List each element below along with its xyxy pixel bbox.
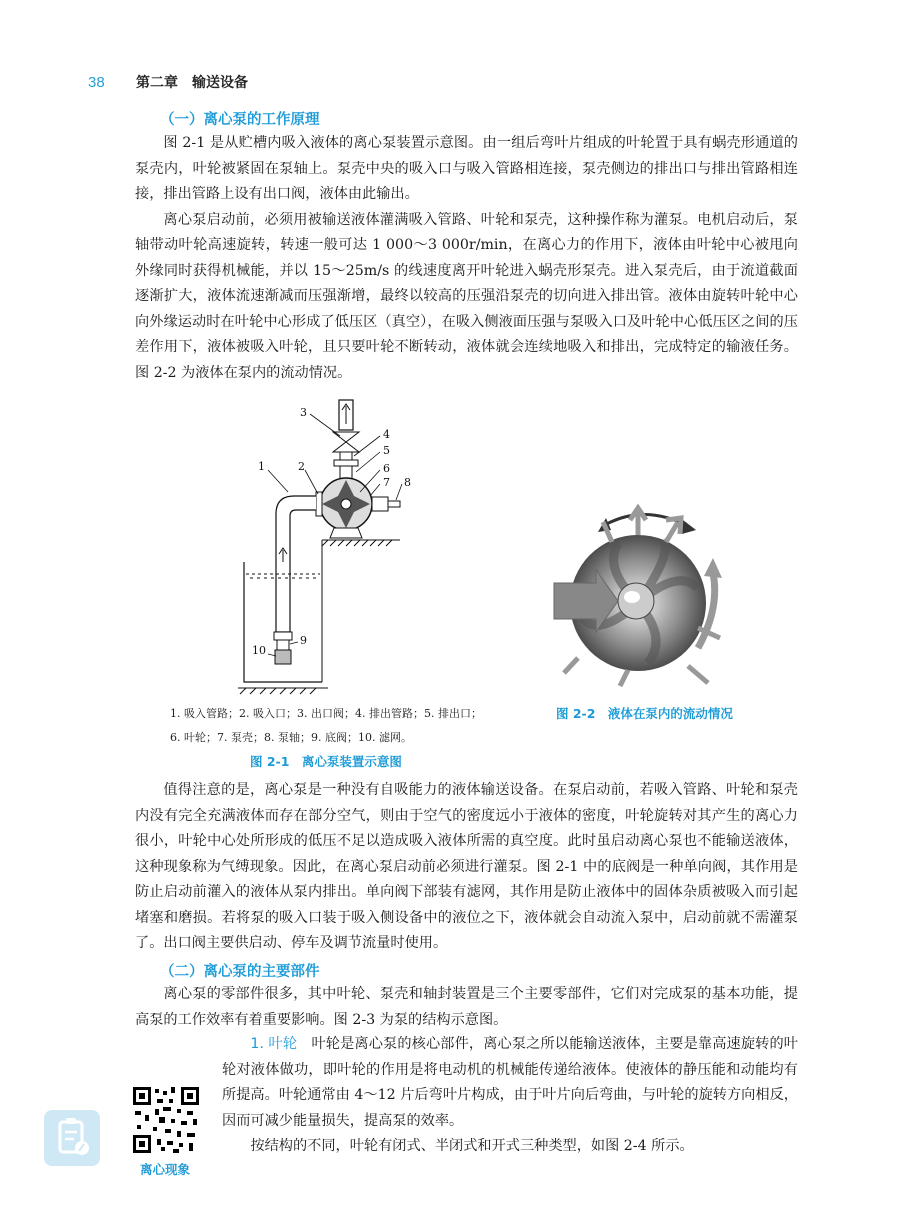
label-2: 2 — [298, 460, 305, 473]
pump-installation-diagram — [230, 392, 430, 704]
section-heading: （一）离心泵的工作原理 — [160, 112, 320, 128]
paragraph: 离心泵启动前，必须用被输送液体灌满吸入管路、叶轮和泵壳，这种操作称为灌泵。电机启动后，泵轴带动叶轮高速旋转，转速一般可达 1 000～3 000r/min，在离心力的作用下，液体由叶轮中心被甩向外缘同时获得机械能，并以 15～25m/s 的线速度离开叶轮进入蜗壳形泵壳。进入泵壳后，由于流道截面逐渐扩大，液体流速渐减而压强渐增，最终以较高的压强沿泵壳的切向进入排出管。液体由旋转叶轮中心向外缘运动时在叶轮中心形成了低压区（真空），在吸入侧液面压强与泵吸入口及叶轮中心低压区之间的压差作用下，液体被吸入叶轮，且只要叶轮不断转动，液体就会连续地吸入和排出，完成特定的输液任务。图 2-2 为液体在泵内的流动情况。 — [135, 211, 798, 381]
chapter-title: 第二章 输送设备 — [136, 75, 248, 91]
section-heading: （二）离心泵的主要部件 — [160, 964, 320, 980]
section1-body — [135, 131, 798, 386]
label-7: 7 — [383, 476, 390, 489]
section1-continuation — [135, 778, 798, 957]
label-4: 4 — [383, 428, 390, 441]
notes-icon — [44, 1110, 100, 1166]
paragraph: 离心泵的零部件很多，其中叶轮、泵壳和轴封装置是三个主要零部件，它们对完成泵的基本功能，提高泵的工作效率有着重要影响。图 2-3 为泵的结构示意图。 — [135, 986, 798, 1028]
section2-intro — [135, 982, 798, 1033]
subsection-text: 叶轮是离心泵的核心部件，离心泵之所以能输送液体，主要是靠高速旋转的叶轮对液体做功，即叶轮的作用是将电动机的机械能传递给液体。使液体的静压能和动能均有所提高。叶轮通常由 4～12 片后弯叶片构成，由于叶片向后弯曲，与叶轮的旋转方向相反，因而可减少能量损失，提高泵的效率。 — [222, 1036, 798, 1129]
figure1-caption: 图 2-1 离心泵装置示意图 — [250, 754, 402, 769]
impeller-flow-illustration — [548, 498, 728, 688]
label-8: 8 — [404, 476, 411, 489]
legend-line: 6. 叶轮；7. 泵壳；8. 泵轴；9. 底阀；10. 滤网。 — [170, 731, 412, 744]
figure2-caption: 图 2-2 液体在泵内的流动情况 — [556, 706, 733, 721]
subsection-label: 1. 叶轮 — [250, 1036, 298, 1052]
label-3: 3 — [300, 406, 307, 419]
qr-caption: 离心现象 — [140, 1162, 191, 1177]
page-number: 38 — [88, 74, 105, 91]
impeller-subsection — [222, 1032, 798, 1160]
paragraph: 图 2-1 是从贮槽内吸入液体的离心泵装置示意图。由一组后弯叶片组成的叶轮置于具有蜗壳形通道的泵壳内，叶轮被紧固在泵轴上。泵壳中央的吸入口与吸入管路相连接，泵壳侧边的排出口与排出管路相连接，排出管路上设有出口阀，液体由此输出。 — [135, 135, 798, 202]
label-10: 10 — [252, 644, 266, 657]
paragraph: 值得注意的是，离心泵是一种没有自吸能力的液体输送设备。在泵启动前，若吸入管路、叶轮和泵壳内没有完全充满液体而存在部分空气，则由于空气的密度远小于液体的密度，叶轮旋转对其产生的离心力很小，叶轮中心处所形成的低压不足以造成吸入液体所需的真空度。此时虽启动离心泵也不能输送液体，这种现象称为气缚现象。因此，在离心泵启动前必须进行灌泵。图 2-1 中的底阀是一种单向阀，其作用是防止启动前灌入的液体从泵内排出。单向阀下部装有滤网，其作用是防止液体中的固体杂质被吸入而引起堵塞和磨损。若将泵的吸入口装于吸入侧设备中的液位之下，液体就会自动流入泵中，启动前就不需灌泵了。出口阀主要供启动、停车及调节流量时使用。 — [135, 782, 798, 951]
label-1: 1 — [258, 460, 265, 473]
label-9: 9 — [300, 634, 307, 647]
figure1-legend — [170, 702, 540, 750]
label-6: 6 — [383, 462, 390, 475]
legend-line: 1. 吸入管路；2. 吸入口；3. 出口阀；4. 排出管路；5. 排出口； — [170, 707, 482, 720]
paragraph: 按结构的不同，叶轮有闭式、半闭式和开式三种类型，如图 2-4 所示。 — [250, 1138, 694, 1154]
qr-code[interactable] — [131, 1085, 201, 1155]
label-5: 5 — [383, 444, 390, 457]
